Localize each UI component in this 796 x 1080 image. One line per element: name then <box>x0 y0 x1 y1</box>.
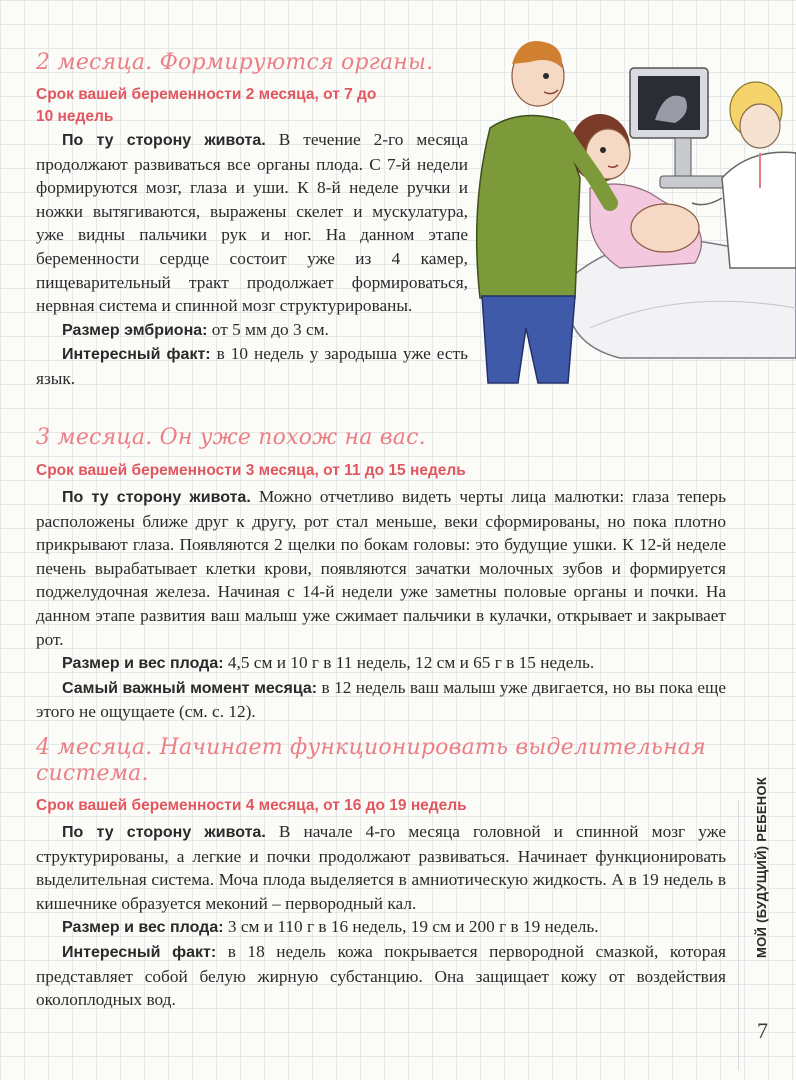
ultrasound-illustration <box>460 28 796 388</box>
section-body-month-2 <box>36 128 468 391</box>
paragraph-lead: Интересный факт: <box>62 943 217 961</box>
section-title-month-4: 4 месяца. Начинает функционировать выделительная система. <box>36 735 706 786</box>
paragraph-lead: Интересный факт: <box>62 346 211 364</box>
paragraph <box>36 318 468 343</box>
paragraph-text: в 18 недель кожа покрывается первородной смазкой, которая представляет собой белую жирную субстанцию. Она защищает кожу от воздействия околоплодных вод. <box>36 941 727 1010</box>
running-header: МОЙ (БУДУЩИЙ) РЕБЕНОК <box>754 776 769 958</box>
pregnancy-term-month-2: Срок вашей беременности 2 месяца, от 7 до 10 недель <box>36 86 377 125</box>
paragraph <box>36 485 726 651</box>
page-number: 7 <box>757 1018 768 1043</box>
section-title-month-3: 3 месяца. Он уже похож на вас. <box>36 425 426 450</box>
paragraph-text: 3 см и 110 г в 16 недель, 19 см и 200 г в 19 недель. <box>223 917 599 937</box>
section-body-month-3 <box>36 485 726 724</box>
paragraph <box>36 940 726 1012</box>
paragraph-lead: Размер и вес плода: <box>62 655 224 673</box>
paragraph-lead: По ту сторону живота. <box>62 132 266 149</box>
paragraph-lead: По ту сторону живота. <box>62 489 251 506</box>
paragraph <box>36 342 468 390</box>
paragraph-text: от 5 мм до 3 см. <box>207 319 329 339</box>
pregnancy-term-month-4: Срок вашей беременности 4 месяца, от 16 до 19 недель <box>36 797 467 814</box>
paragraph <box>36 128 468 318</box>
paragraph-text: В течение 2-го месяца продолжают развиваться все органы плода. С 7-й недели формируются мозг, глаза и уши. К 8-й неделе ручки и ножки вытягиваются, выражены скелет и мускулатура, уже видны пальчики рук и ног. На данном этапе беременности сердце состоит уже из 4 камер, пищеварительный тракт продолжает формироваться, нервная система и спинной мозг структурированы. <box>36 130 468 316</box>
paragraph-lead: Размер эмбриона: <box>62 321 208 339</box>
paragraph <box>36 820 726 915</box>
section-body-month-4 <box>36 820 726 1012</box>
pregnancy-term-month-3: Срок вашей беременности 3 месяца, от 11 до 15 недель <box>36 462 466 479</box>
paragraph-lead: Размер и вес плода: <box>62 919 224 937</box>
section-title-month-2: 2 месяца. Формируются органы. <box>36 50 434 75</box>
paragraph-text: В начале 4-го месяца головной и спинной мозг уже структурированы, а легкие и почки продолжают развиваться. Начинает функционировать выделительная система. Моча плода выделяется в амниотическую жидкость. А в 19 недель в кишечнике образуется меконий – первородный кал. <box>36 822 726 913</box>
paragraph-lead: По ту сторону живота. <box>62 824 266 841</box>
paragraph-text: 4,5 см и 10 г в 11 недель, 12 см и 65 г в 15 недель. <box>223 653 595 673</box>
paragraph-text: Можно отчетливо видеть черты лица малютки: глаза теперь расположены ближе друг к другу, рот стал меньше, веки сформированы, но пока плотно прикрывают глаза. Появляются 2 щелки по бокам головы: это будущие ушки. К 12-й неделе печень вырабатывает клетки крови, появляются зачатки молочных зубов и формируется поджелудочная железа. Начиная с 14-й недели уже заметны половые органы и почки. На данном этапе развития ваш малыш уже сжимает пальчики в кулачки, открывает и закрывает рот. <box>36 487 726 649</box>
paragraph-text: в 12 недель ваш малыш уже двигается, но вы пока еще этого не ощущаете (см. с. 12). <box>36 677 727 722</box>
paragraph-lead: Самый важный момент месяца: <box>62 679 318 697</box>
paragraph <box>36 915 726 940</box>
paragraph <box>36 651 726 676</box>
paragraph <box>36 676 726 724</box>
side-divider <box>738 800 739 1070</box>
paragraph-text: в 10 недель у зародыша уже есть язык. <box>36 344 468 388</box>
